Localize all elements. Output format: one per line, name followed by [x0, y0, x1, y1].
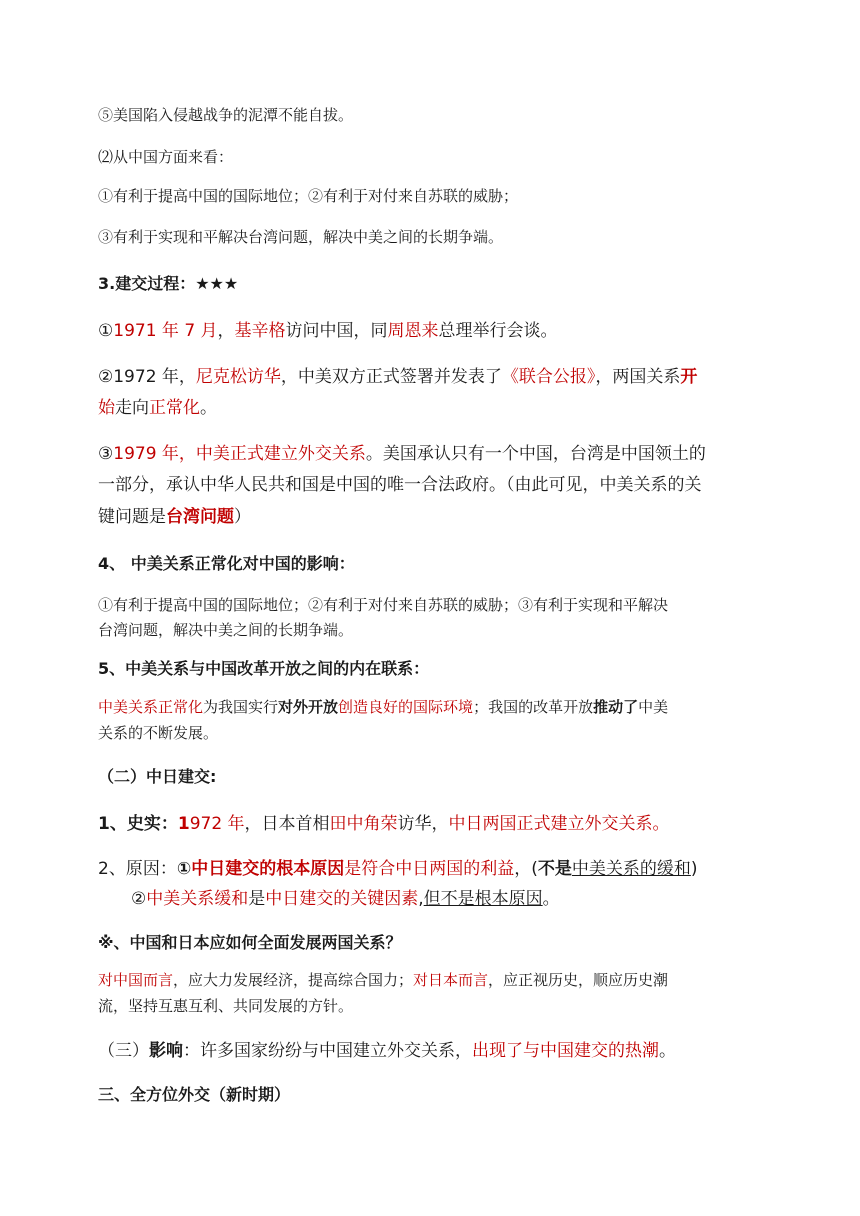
section-heading: 5、中美关系与中国改革开放之间的内在联系：: [98, 659, 430, 678]
paragraph-line: ②中美关系缓和是中日建交的关键因素,但不是根本原因。: [131, 889, 560, 909]
text-line: 中美关系正常化为我国实行对外开放创造良好的国际环境；我国的改革开放推动了中美: [98, 700, 669, 716]
section-heading: 3.建交过程：★★★: [98, 274, 239, 293]
text-line: ⑤美国陷入侵越战争的泥潭不能自拔。: [98, 108, 354, 124]
section-heading: 4、 中美关系正常化对中国的影响：: [98, 554, 355, 573]
paragraph-line: （三）影响：许多国家纷纷与中国建立外交关系，出现了与中国建交的热潮。: [98, 1041, 676, 1061]
paragraph-line: 2、原因：①中日建交的根本原因是符合中日两国的利益，(不是中美关系的缓和): [98, 859, 698, 879]
paragraph-line: ③1979 年，中美正式建立外交关系。美国承认只有一个中国，台湾是中国领土的: [98, 444, 706, 464]
paragraph-line: 1、史实：1972 年，日本首相田中角荣访华，中日两国正式建立外交关系。: [98, 814, 670, 834]
text-line: ①有利于提高中国的国际地位；②有利于对付来自苏联的威胁；③有利于实现和平解决: [98, 598, 669, 614]
paragraph-line: 始走向正常化。: [98, 398, 217, 418]
text-line: 台湾问题，解决中美之间的长期争端。: [98, 623, 354, 639]
text-line: 流，坚持互惠互利、共同发展的方针。: [98, 999, 354, 1015]
paragraph-line: ①1971 年 7 月，基辛格访问中国，同周恩来总理举行会谈。: [98, 321, 558, 341]
text-line: ③有利于实现和平解决台湾问题，解决中美之间的长期争端。: [98, 230, 504, 246]
paragraph-line: ②1972 年，尼克松访华，中美双方正式签署并发表了《联合公报》，两国关系开: [98, 367, 698, 387]
text-line: 关系的不断发展。: [98, 726, 219, 742]
text-line: ⑵从中国方面来看：: [98, 150, 234, 166]
section-heading: 三、全方位外交（新时期）: [98, 1085, 291, 1104]
paragraph-line: 键问题是台湾问题）: [98, 507, 251, 527]
text-line: 对中国而言，应大力发展经济，提高综合国力；对日本而言，应正视历史，顺应历史潮: [98, 973, 669, 989]
section-heading: （二）中日建交:: [98, 767, 217, 786]
section-heading: ※、中国和日本应如何全面发展两国关系？: [98, 933, 402, 952]
text-line: ①有利于提高中国的国际地位；②有利于对付来自苏联的威胁；: [98, 189, 519, 205]
paragraph-line: 一部分，承认中华人民共和国是中国的唯一合法政府。（由此可见，中美关系的关: [98, 475, 702, 495]
